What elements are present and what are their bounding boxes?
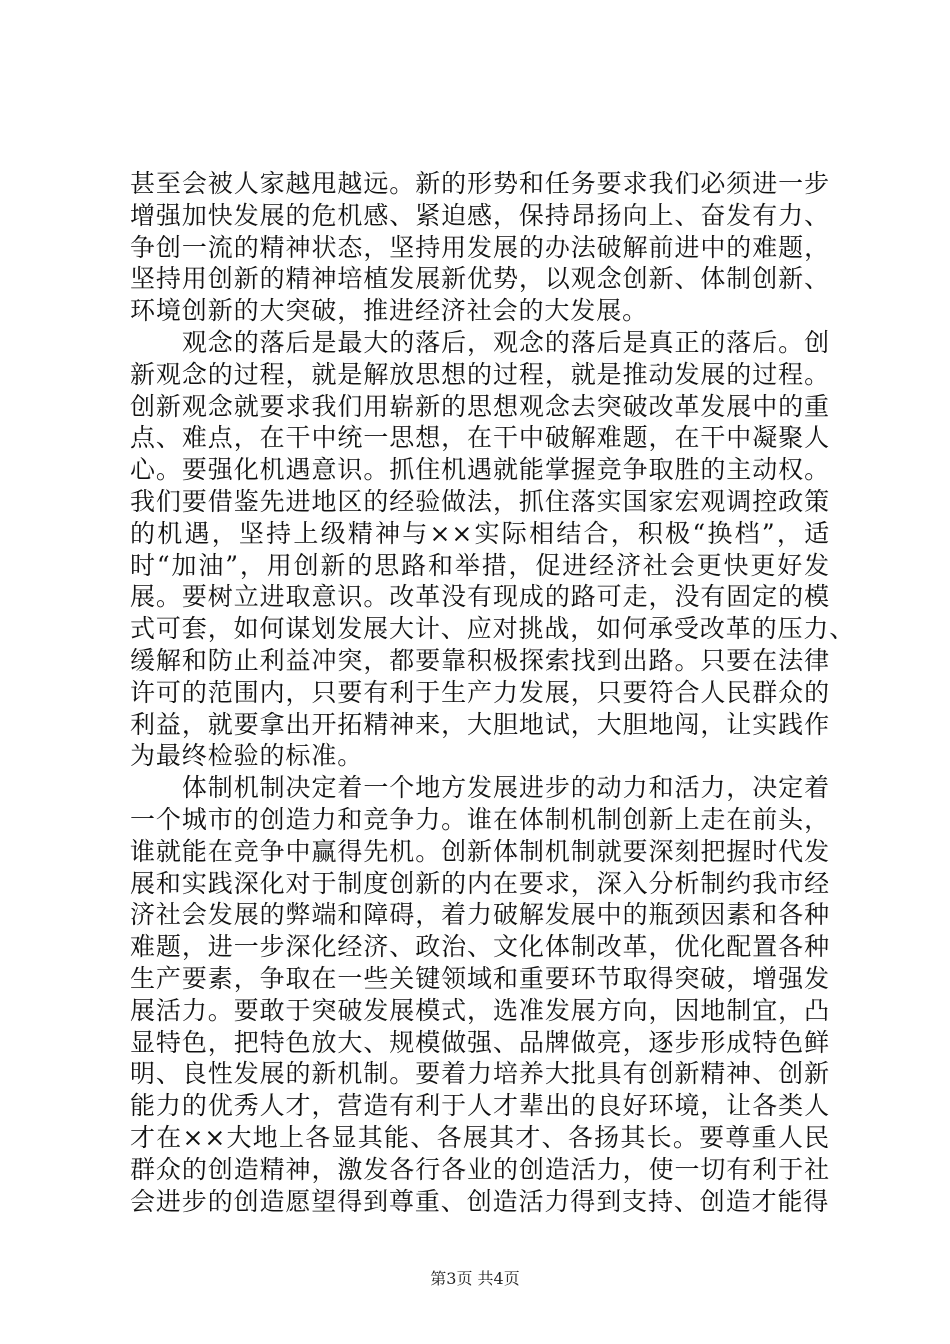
text-line: 谁就能在竞争中赢得先机。创新体制机制就要深刻把握时代发	[130, 836, 830, 866]
text-line: 群众的创造精神，激发各行各业的创造活力，使一切有利于社	[130, 1154, 830, 1184]
text-line: 时“加油”，用创新的思路和举措，促进经济社会更快更好发	[130, 550, 830, 580]
text-line: 观念的落后是最大的落后，观念的落后是真正的落后。创	[130, 327, 830, 357]
text-line: 许可的范围内，只要有利于生产力发展，只要符合人民群众的	[130, 677, 830, 707]
text-line: 甚至会被人家越甩越远。新的形势和任务要求我们必须进一步	[130, 169, 830, 198]
text-line: 一个城市的创造力和竞争力。谁在体制机制创新上走在前头，	[130, 804, 830, 834]
text-line: 才在××大地上各显其能、各展其才、各扬其长。要尊重人民	[130, 1122, 830, 1152]
text-line: 生产要素，争取在一些关键领域和重要环节取得突破，增强发	[130, 963, 830, 993]
text-line: 体制机制决定着一个地方发展进步的动力和活力，决定着	[130, 773, 830, 803]
text-line: 坚持用创新的精神培植发展新优势，以观念创新、体制创新、	[130, 264, 830, 294]
text-line: 明、良性发展的新机制。要着力培养大批具有创新精神、创新	[130, 1059, 830, 1089]
document-body	[130, 168, 856, 1217]
text-line: 难题，进一步深化经济、政治、文化体制改革，优化配置各种	[130, 932, 830, 962]
text-line: 展。要树立进取意识。改革没有现成的路可走，没有固定的模	[130, 582, 830, 612]
text-line: 增强加快发展的危机感、紧迫感，保持昂扬向上、奋发有力、	[130, 200, 830, 230]
text-line: 为最终检验的标准。	[130, 741, 364, 771]
text-line: 济社会发展的弊端和障碍，着力破解发展中的瓶颈因素和各种	[130, 900, 830, 930]
text-line: 点、难点，在干中统一思想，在干中破解难题，在干中凝聚人	[130, 423, 830, 453]
text-line: 创新观念就要求我们用崭新的思想观念去突破改革发展中的重	[130, 391, 830, 421]
page-footer: 第3页 共4页	[430, 1269, 520, 1288]
paragraph	[130, 327, 856, 772]
text-line: 式可套，如何谋划发展大计、应对挑战，如何承受改革的压力、	[130, 614, 856, 644]
text-line: 的机遇，坚持上级精神与××实际相结合，积极“换档”，适	[130, 518, 830, 548]
text-line: 会进步的创造愿望得到尊重、创造活力得到支持、创造才能得	[130, 1186, 830, 1216]
paragraph	[130, 772, 830, 1217]
text-line: 利益，就要拿出开拓精神来，大胆地试，大胆地闯，让实践作	[130, 709, 830, 739]
text-line: 缓解和防止利益冲突，都要靠积极探索找到出路。只要在法律	[130, 645, 830, 675]
text-line: 我们要借鉴先进地区的经验做法，抓住落实国家宏观调控政策	[130, 486, 830, 516]
paragraph	[130, 168, 830, 327]
text-line: 展活力。要敢于突破发展模式，选准发展方向，因地制宜，凸	[130, 995, 830, 1025]
text-line: 新观念的过程，就是解放思想的过程，就是推动发展的过程。	[130, 359, 830, 389]
text-line: 心。要强化机遇意识。抓住机遇就能掌握竞争取胜的主动权。	[130, 455, 830, 485]
text-line: 能力的优秀人才，营造有利于人才辈出的良好环境，让各类人	[130, 1091, 830, 1121]
text-line: 环境创新的大突破，推进经济社会的大发展。	[130, 296, 649, 326]
text-line: 展和实践深化对于制度创新的内在要求，深入分析制约我市经	[130, 868, 830, 898]
text-line: 争创一流的精神状态，坚持用发展的办法破解前进中的难题，	[130, 232, 830, 262]
text-line: 显特色，把特色放大、规模做强、品牌做亮，逐步形成特色鲜	[130, 1027, 830, 1057]
